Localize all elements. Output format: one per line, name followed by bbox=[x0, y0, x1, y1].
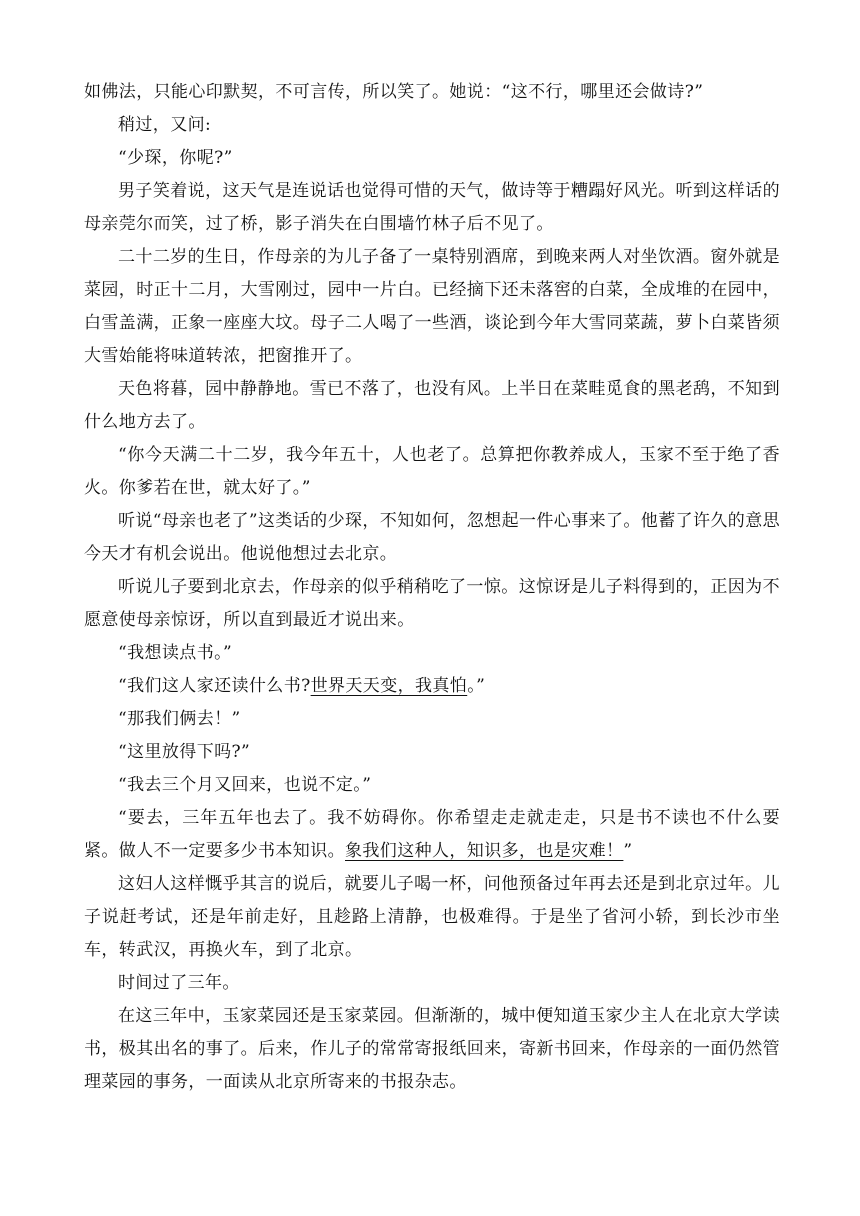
paragraph bbox=[84, 505, 780, 571]
paragraph bbox=[84, 736, 780, 769]
paragraph bbox=[84, 670, 780, 703]
paragraph bbox=[84, 109, 780, 142]
text-segment: 稍过，又问: bbox=[118, 115, 212, 135]
paragraph bbox=[84, 868, 780, 967]
paragraph bbox=[84, 802, 780, 868]
text-segment: “你今天满二十二岁，我今年五十，人也老了。总算把你教养成人，玉家不至于绝了香火。你爹若在世，就太好了。” bbox=[84, 445, 780, 498]
paragraph bbox=[84, 439, 780, 505]
text-segment: 如佛法，只能心印默契，不可言传，所以笑了。她说：“这不行，哪里还会做诗?” bbox=[84, 82, 704, 102]
text-segment: ” bbox=[623, 841, 633, 861]
text-segment: 听说儿子要到北京去，作母亲的似乎稍稍吃了一惊。这惊讶是儿子料得到的，正因为不愿意使母亲惊讶，所以直到最近才说出来。 bbox=[84, 577, 780, 630]
underlined-text: 世界天天变，我真怕 bbox=[310, 676, 468, 696]
paragraph bbox=[84, 967, 780, 1000]
text-segment: 二十二岁的生日，作母亲的为儿子备了一桌特别酒席，到晚来两人对坐饮酒。窗外就是菜园，时正十二月，大雪刚过，园中一片白。已经摘下还未落窖的白菜，全成堆的在园中，白雪盖满，正象一座座大坟。母子二人喝了一些酒，谈论到今年大雪同菜蔬，萝卜白菜皆须大雪始能将味道转浓，把窗推开了。 bbox=[84, 247, 780, 366]
text-segment: “这里放得下吗?” bbox=[118, 742, 251, 762]
text-segment: “我们这人家还读什么书? bbox=[118, 676, 311, 696]
text-segment: “要去，三年五年也去了。我不妨碍你。你希望走走就走走，只是书不读也不什么要紧。做人不一定要多少书本知识。 bbox=[84, 808, 780, 861]
paragraph bbox=[84, 76, 780, 109]
text-segment: 时间过了三年。 bbox=[118, 973, 240, 993]
paragraph bbox=[84, 142, 780, 175]
text-segment: 在这三年中，玉家菜园还是玉家菜园。但渐渐的，城中便知道玉家少主人在北京大学读书，极其出名的事了。后来，作儿子的常常寄报纸回来，寄新书回来，作母亲的一面仍然管理菜园的事务，一面读从北京所寄来的书报杂志。 bbox=[84, 1006, 780, 1092]
text-segment: 天色将暮，园中静静地。雪已不落了，也没有风。上半日在菜畦觅食的黑老鸹，不知到什么地方去了。 bbox=[84, 379, 780, 432]
paragraph bbox=[84, 571, 780, 637]
paragraph bbox=[84, 769, 780, 802]
text-segment: “我想读点书。” bbox=[118, 643, 233, 663]
paragraph bbox=[84, 1000, 780, 1099]
paragraph bbox=[84, 241, 780, 373]
text-segment: 男子笑着说，这天气是连说话也觉得可惜的天气，做诗等于糟蹋好风光。听到这样话的母亲莞尔而笑，过了桥，影子消失在白围墙竹林子后不见了。 bbox=[84, 181, 780, 234]
text-segment: 这妇人这样慨乎其言的说后，就要儿子喝一杯，问他预备过年再去还是到北京过年。儿子说赶考试，还是年前走好，且趁路上清静，也极难得。于是坐了省河小轿，到长沙市坐车，转武汉，再换火车，到了北京。 bbox=[84, 874, 780, 960]
paragraph bbox=[84, 637, 780, 670]
underlined-text: 象我们这种人，知识多，也是灾难！ bbox=[345, 841, 624, 861]
text-segment: “那我们俩去！” bbox=[118, 709, 241, 729]
document-page bbox=[84, 76, 780, 1099]
paragraph bbox=[84, 373, 780, 439]
text-segment: 。” bbox=[467, 676, 486, 696]
text-segment: “我去三个月又回来，也说不定。” bbox=[118, 775, 372, 795]
paragraph bbox=[84, 703, 780, 736]
text-segment: 听说“母亲也老了”这类话的少琛，不知如何，忽想起一件心事来了。他蓄了许久的意思今天才有机会说出。他说他想过去北京。 bbox=[84, 511, 780, 564]
text-segment: “少琛，你呢?” bbox=[118, 148, 233, 168]
paragraph bbox=[84, 175, 780, 241]
